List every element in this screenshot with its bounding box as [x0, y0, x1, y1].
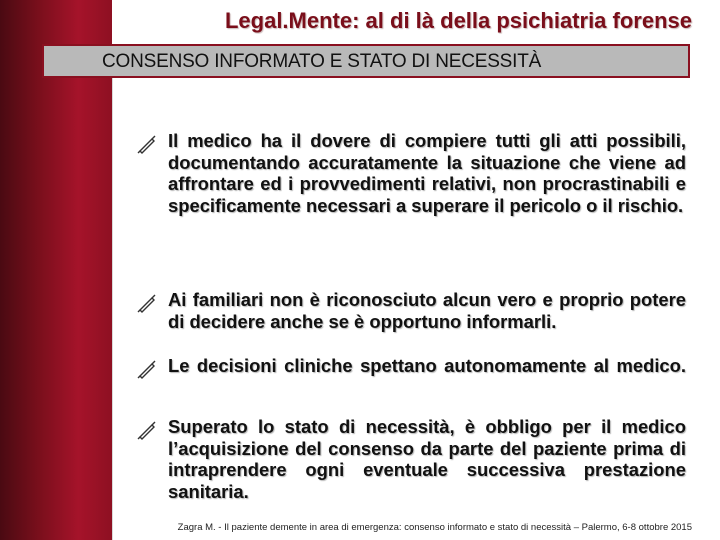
bullet-text-4: Superato lo stato di necessità, è obbligo per il medico l’acquisizione del consenso da parte del paziente prima di intraprendere ogni eventuale successiva prestazione sanitaria. — [168, 416, 686, 502]
fountain-pen-icon — [137, 420, 157, 440]
slide-title: Legal.Mente: al di là della psichiatria forense — [224, 8, 692, 33]
section-banner — [42, 44, 690, 78]
bullet-text-3: Le decisioni cliniche spettano autonomamente al medico. — [168, 355, 686, 376]
fountain-pen-icon — [137, 134, 157, 154]
fountain-pen-icon — [137, 359, 157, 379]
footer-citation: Zagra M. - Il paziente demente in area di emergenza: consenso informato e stato di necessità – Palermo, 6-8 ottobre 2015 — [177, 522, 692, 533]
decorative-sidebar — [0, 0, 112, 540]
banner-text: CONSENSO INFORMATO E STATO DI NECESSITÀ — [102, 51, 542, 72]
bullet-text-2: Ai familiari non è riconosciuto alcun vero e proprio potere di decidere anche se è opportuno informarli. — [168, 289, 686, 332]
bullet-text-1: Il medico ha il dovere di compiere tutti gli atti possibili, documentando accuratamente la situazione che viene ad affrontare ed i provvedimenti relativi, non procrastinabili e specificamente necessari a superare il pericolo o il rischio. — [168, 130, 686, 216]
fountain-pen-icon — [137, 293, 157, 313]
